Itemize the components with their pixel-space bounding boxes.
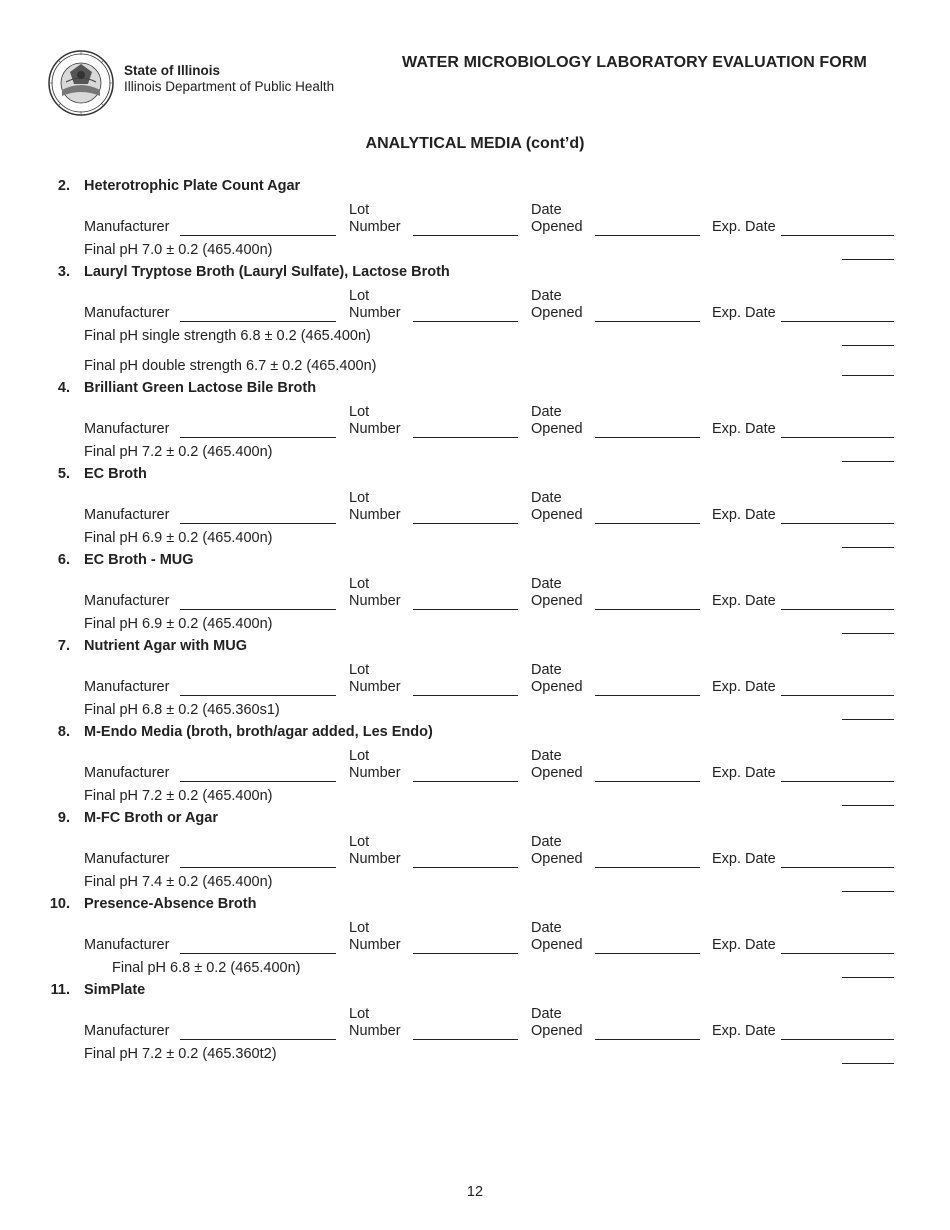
ph-requirement-text: Final pH 6.8 ± 0.2 (465.360s1) xyxy=(84,702,280,718)
media-item-name: EC Broth - MUG xyxy=(84,552,194,568)
ph-check-field[interactable] xyxy=(842,1063,894,1064)
ph-requirement-text: Final pH 6.9 ± 0.2 (465.400n) xyxy=(84,616,273,632)
ph-requirement-row xyxy=(0,1038,950,1068)
date-opened-label: Date Opened xyxy=(531,576,583,609)
ph-requirement-row xyxy=(0,522,950,552)
media-item-fields xyxy=(0,832,950,866)
ph-check-field[interactable] xyxy=(842,977,894,978)
media-item-number: 4. xyxy=(57,380,70,396)
media-item-number: 5. xyxy=(57,466,70,482)
media-item-name: Heterotrophic Plate Count Agar xyxy=(84,178,301,194)
media-item-header xyxy=(0,638,950,660)
ph-requirement-row xyxy=(0,780,950,810)
ph-requirement-row xyxy=(0,608,950,638)
state-name: State of Illinois xyxy=(124,63,221,78)
media-item-name: Presence-Absence Broth xyxy=(84,896,257,912)
lot-number-label: Lot Number xyxy=(349,404,401,437)
ph-requirements xyxy=(0,234,950,264)
agency-block xyxy=(124,63,334,95)
exp-date-label: Exp. Date xyxy=(712,421,776,437)
ph-requirements xyxy=(0,1038,950,1068)
media-item-header xyxy=(0,466,950,488)
media-item-number: 3. xyxy=(57,264,70,280)
ph-requirement-row xyxy=(0,436,950,466)
media-item-fields xyxy=(0,918,950,952)
media-item xyxy=(0,810,950,896)
manufacturer-label: Manufacturer xyxy=(84,421,170,437)
exp-date-label: Exp. Date xyxy=(712,507,776,523)
ph-requirement-text: Final pH 6.8 ± 0.2 (465.400n) xyxy=(112,960,301,976)
media-item xyxy=(0,724,950,810)
manufacturer-label: Manufacturer xyxy=(84,851,170,867)
ph-requirements xyxy=(0,320,950,380)
ph-requirements xyxy=(0,952,950,982)
media-item-name: Brilliant Green Lactose Bile Broth xyxy=(84,380,317,396)
media-item xyxy=(0,264,950,380)
ph-requirement-text: Final pH 7.2 ± 0.2 (465.400n) xyxy=(84,444,273,460)
date-opened-label: Date Opened xyxy=(531,662,583,695)
media-item-header xyxy=(0,264,950,286)
ph-requirements xyxy=(0,866,950,896)
media-item-header xyxy=(0,178,950,200)
media-item-name: Lauryl Tryptose Broth (Lauryl Sulfate), Lactose Broth xyxy=(84,264,450,280)
media-item-header xyxy=(0,724,950,746)
lot-number-label: Lot Number xyxy=(349,288,401,321)
media-item-fields xyxy=(0,660,950,694)
ph-requirements xyxy=(0,608,950,638)
ph-check-field[interactable] xyxy=(842,461,894,462)
media-item xyxy=(0,552,950,638)
ph-check-field[interactable] xyxy=(842,891,894,892)
manufacturer-label: Manufacturer xyxy=(84,219,170,235)
ph-check-field[interactable] xyxy=(842,633,894,634)
manufacturer-label: Manufacturer xyxy=(84,937,170,953)
lot-number-label: Lot Number xyxy=(349,576,401,609)
media-item-header xyxy=(0,896,950,918)
date-opened-label: Date Opened xyxy=(531,748,583,781)
manufacturer-label: Manufacturer xyxy=(84,593,170,609)
exp-date-label: Exp. Date xyxy=(712,851,776,867)
illinois-state-seal-icon xyxy=(48,50,114,116)
ph-check-field[interactable] xyxy=(842,719,894,720)
exp-date-label: Exp. Date xyxy=(712,593,776,609)
ph-requirement-row xyxy=(0,952,950,982)
ph-requirement-text: Final pH 7.2 ± 0.2 (465.400n) xyxy=(84,788,273,804)
ph-requirement-row xyxy=(0,234,950,264)
exp-date-label: Exp. Date xyxy=(712,679,776,695)
date-opened-label: Date Opened xyxy=(531,834,583,867)
media-item xyxy=(0,896,950,982)
ph-requirement-row xyxy=(0,694,950,724)
exp-date-label: Exp. Date xyxy=(712,937,776,953)
lot-number-label: Lot Number xyxy=(349,834,401,867)
ph-requirements xyxy=(0,436,950,466)
media-item-fields xyxy=(0,746,950,780)
ph-requirement-row xyxy=(0,866,950,896)
media-item-number: 7. xyxy=(57,638,70,654)
media-item-number: 10. xyxy=(49,896,70,912)
manufacturer-label: Manufacturer xyxy=(84,679,170,695)
media-item-fields xyxy=(0,200,950,234)
media-item-number: 6. xyxy=(57,552,70,568)
media-item-name: M-FC Broth or Agar xyxy=(84,810,218,826)
media-item-name: EC Broth xyxy=(84,466,147,482)
ph-requirement-text: Final pH 7.4 ± 0.2 (465.400n) xyxy=(84,874,273,890)
media-item-name: Nutrient Agar with MUG xyxy=(84,638,247,654)
manufacturer-label: Manufacturer xyxy=(84,765,170,781)
media-item-number: 2. xyxy=(57,178,70,194)
media-item xyxy=(0,638,950,724)
form-title: WATER MICROBIOLOGY LABORATORY EVALUATION FORM xyxy=(402,54,867,71)
ph-check-field[interactable] xyxy=(842,375,894,376)
media-item xyxy=(0,466,950,552)
ph-requirement-text: Final pH double strength 6.7 ± 0.2 (465.400n) xyxy=(84,358,377,374)
manufacturer-label: Manufacturer xyxy=(84,507,170,523)
department-name: Illinois Department of Public Health xyxy=(124,79,335,94)
exp-date-label: Exp. Date xyxy=(712,305,776,321)
media-item-name: M-Endo Media (broth, broth/agar added, Les Endo) xyxy=(84,724,433,740)
lot-number-label: Lot Number xyxy=(349,662,401,695)
exp-date-label: Exp. Date xyxy=(712,1023,776,1039)
media-item-number: 9. xyxy=(57,810,70,826)
media-item-fields xyxy=(0,402,950,436)
ph-requirement-row xyxy=(0,320,950,350)
ph-requirements xyxy=(0,694,950,724)
ph-check-field[interactable] xyxy=(842,345,894,346)
media-item-number: 8. xyxy=(57,724,70,740)
media-item xyxy=(0,982,950,1068)
ph-requirement-text: Final pH single strength 6.8 ± 0.2 (465.400n) xyxy=(84,328,371,344)
section-title: ANALYTICAL MEDIA (cont’d) xyxy=(365,135,585,152)
ph-requirements xyxy=(0,522,950,552)
lot-number-label: Lot Number xyxy=(349,1006,401,1039)
media-item-name: SimPlate xyxy=(84,982,146,998)
date-opened-label: Date Opened xyxy=(531,920,583,953)
media-item-fields xyxy=(0,1004,950,1038)
media-item-header xyxy=(0,810,950,832)
date-opened-label: Date Opened xyxy=(531,1006,583,1039)
media-item-fields xyxy=(0,488,950,522)
media-item-header xyxy=(0,982,950,1004)
ph-requirement-text: Final pH 7.2 ± 0.2 (465.360t2) xyxy=(84,1046,277,1062)
media-item-fields xyxy=(0,574,950,608)
lot-number-label: Lot Number xyxy=(349,920,401,953)
page-number: 12 xyxy=(466,1184,484,1200)
media-item-fields xyxy=(0,286,950,320)
date-opened-label: Date Opened xyxy=(531,404,583,437)
media-item xyxy=(0,380,950,466)
ph-requirements xyxy=(0,780,950,810)
exp-date-label: Exp. Date xyxy=(712,765,776,781)
ph-check-field[interactable] xyxy=(842,259,894,260)
media-item-number: 11. xyxy=(50,982,70,998)
lot-number-label: Lot Number xyxy=(349,490,401,523)
lot-number-label: Lot Number xyxy=(349,748,401,781)
ph-requirement-text: Final pH 7.0 ± 0.2 (465.400n) xyxy=(84,242,273,258)
lot-number-label: Lot Number xyxy=(349,202,401,235)
ph-check-field[interactable] xyxy=(842,805,894,806)
media-item xyxy=(0,178,950,264)
date-opened-label: Date Opened xyxy=(531,490,583,523)
media-item-header xyxy=(0,552,950,574)
manufacturer-label: Manufacturer xyxy=(84,1023,170,1039)
media-item-list xyxy=(0,178,950,1068)
ph-requirement-text: Final pH 6.9 ± 0.2 (465.400n) xyxy=(84,530,273,546)
date-opened-label: Date Opened xyxy=(531,202,583,235)
media-item-header xyxy=(0,380,950,402)
manufacturer-label: Manufacturer xyxy=(84,305,170,321)
ph-requirement-row xyxy=(0,350,950,380)
ph-check-field[interactable] xyxy=(842,547,894,548)
exp-date-label: Exp. Date xyxy=(712,219,776,235)
date-opened-label: Date Opened xyxy=(531,288,583,321)
